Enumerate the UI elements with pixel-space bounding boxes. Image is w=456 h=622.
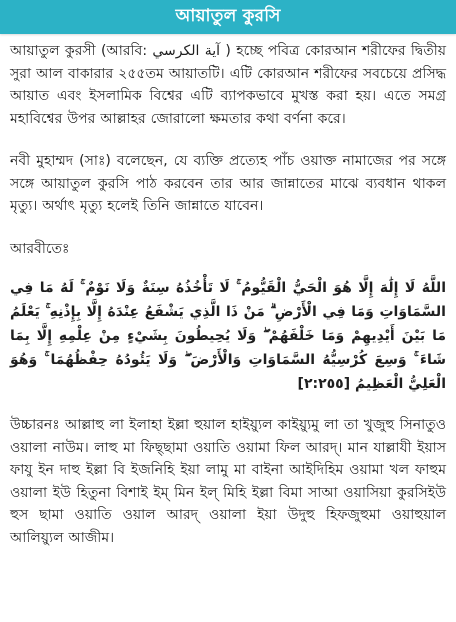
intro-paragraph: আয়াতুল কুরসী (আরবি: آية الكرسي ) হচ্ছে পবিত্র কোরআন শরীফের দ্বিতীয় সুরা আল বাকারার ২৫৫তম আয়াতটি। এটি কোরআন শরীফের সবচেয়ে প্রসিদ্ধ আয়াত এবং ইসলামিক বিশ্বের এটি ব্যাপকভাবে মুখস্ত করা হয়। এতে সমগ্র মহাবিশ্বের উপর আল্লাহর জোরালো ক্ষমতার কথা বর্ণনা করে। (10, 43, 446, 127)
page-title: আয়াতুল কুরসি (175, 6, 281, 26)
arabic-label: আরবীতেঃ (10, 240, 70, 257)
pronunciation-paragraph: উচ্চারনঃ আল্লাহু লা ইলাহা ইল্লা হুয়াল হাইয়্যুল কাইয়্যুমু লা তা খুজুহু সিনাতুও ওয়ালা নাউম। লাহু মা ফিছ্ছামা ওয়াতি ওয়ামা ফিল আরদ্। মান যাল্লাযী ইয়াস ফাযু ইন দাহু ইল্লা বি ইজনিহি ইয়া লামু মা বাইনা আইদিহিম ওয়ামা খল ফাহুম ওয়ালা ইউ হিতুনা বিশাই ইম্ মিন ইল্ মিহি ইল্লা বিমা সাআ ওয়াসিয়া কুরসিইউ হুস ছামা ওয়াতি ওয়াল আরদ্ ওয়ালা ইয়া উদুহু হিফজুহুমা ওয়াহুয়াল আলিয়্যুল আজীম। (10, 417, 446, 546)
arabic-verse: اللَّهُ لَا إِلَٰهَ إِلَّا هُوَ الْحَيُّ الْقَيُّومُ ۚ لَا تَأْخُذُهُ سِنَةٌ وَلَا نَوْمٌ ۚ لَهُ مَا فِي السَّمَاوَاتِ وَمَا فِي الْأَرْضِ ۗ مَنْ ذَا الَّذِي يَشْفَعُ عِنْدَهُ إِلَّا بِإِذْنِهِ ۚ يَعْلَمُ مَا بَيْنَ أَيْدِيهِمْ وَمَا خَلْفَهُمْ ۖ وَلَا يُحِيطُونَ بِشَيْءٍ مِنْ عِلْمِهِ إِلَّا بِمَا شَاءَ ۚ وَسِعَ كُرْسِيُّهُ السَّمَاوَاتِ وَالْأَرْضَ ۖ وَلَا يَئُودُهُ حِفْظُهُمَا ۚ وَهُوَ الْعَلِيُّ الْعَظِيمُ [٢:٢٥٥] (10, 280, 446, 392)
app-header (0, 0, 456, 34)
hadith-paragraph: নবী মুহাম্মদ (সাঃ) বলেছেন, যে ব্যক্তি প্রত্যেহ পাঁচ ওয়াক্ত নামাজের পর সঙ্গে সঙ্গে আয়াতুল কুরসি পাঠ করবেন তার আর জান্নাতের মাঝে ব্যবধান থাকল মৃত্যু। অর্থাৎ মৃত্যু হলেই তিনি জান্নাতে যাবেন। (10, 153, 446, 214)
article-content (0, 34, 456, 549)
